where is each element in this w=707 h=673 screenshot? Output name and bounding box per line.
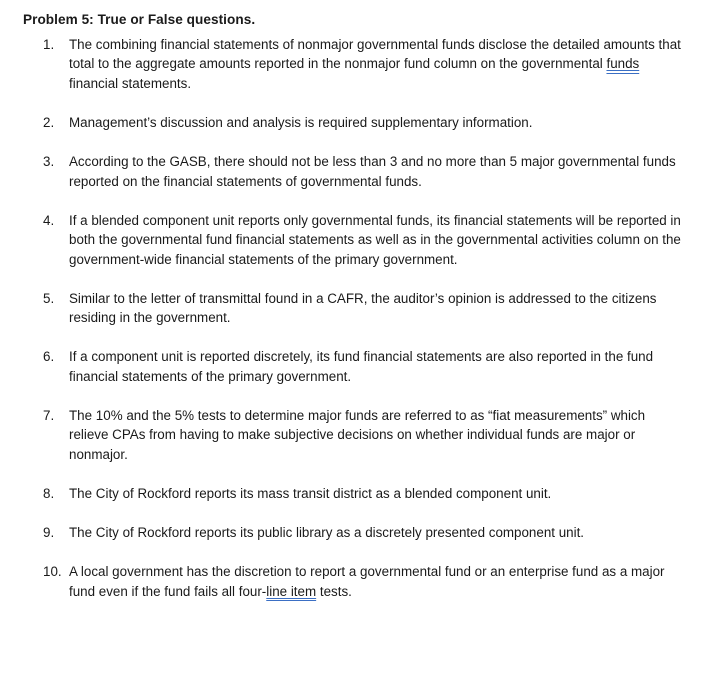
problem-title: Problem 5: True or False questions. <box>23 12 256 27</box>
question-list <box>23 35 687 601</box>
question-number: 7. <box>43 408 55 424</box>
question-item-3 <box>23 152 687 191</box>
question-item-1 <box>23 35 687 93</box>
question-text: According to the GASB, there should not be less than 3 and no more than 5 major governmental funds reported on the financial statements of governmental funds. <box>69 154 676 189</box>
grammar-flagged-word[interactable]: funds <box>606 56 640 72</box>
question-item-6 <box>23 347 687 386</box>
question-text: The 10% and the 5% tests to determine major funds are referred to as “fiat measurements” which relieve CPAs from having to make subjective decisions on whether individual funds are major or nonmajor. <box>69 408 646 462</box>
question-item-9 <box>23 523 687 542</box>
question-item-7 <box>23 406 687 464</box>
question-item-4 <box>23 211 687 269</box>
grammar-flagged-word[interactable]: line item <box>266 583 317 599</box>
question-text: The City of Rockford reports its mass transit district as a blended component unit. <box>69 486 552 502</box>
question-number: 9. <box>43 525 55 541</box>
question-number: 3. <box>43 154 55 170</box>
question-number: 8. <box>43 486 55 502</box>
question-text: If a component unit is reported discretely, its fund financial statements are also reported in the fund financial statements of the primary government. <box>69 349 654 384</box>
question-text: The combining financial statements of nonmajor governmental funds disclose the detailed amounts that total to the aggregate amounts reported in the nonmajor fund column on the governmental funds financial statements. <box>69 37 681 91</box>
question-number: 5. <box>43 290 55 306</box>
question-item-2 <box>23 113 687 132</box>
question-number: 1. <box>43 37 55 52</box>
question-number: 6. <box>43 349 55 365</box>
question-number: 4. <box>43 212 55 228</box>
question-number: 2. <box>43 115 55 131</box>
question-item-10 <box>23 562 687 601</box>
question-text: A local government has the discretion to report a governmental fund or an enterprise fund as a major fund even if the fund fails all four-line item tests. <box>69 564 665 599</box>
question-text: Management’s discussion and analysis is required supplementary information. <box>69 115 533 131</box>
question-number: 10. <box>43 564 62 580</box>
question-text: If a blended component unit reports only governmental funds, its financial statements will be reported in both the governmental fund financial statements as well as in the governmental activities column on the government-wide financial statements of the primary government. <box>69 212 681 267</box>
question-text: Similar to the letter of transmittal found in a CAFR, the auditor’s opinion is addressed to the citizens residing in the government. <box>69 290 657 326</box>
question-text: The City of Rockford reports its public library as a discretely presented component unit. <box>69 525 585 541</box>
question-item-8 <box>23 484 687 503</box>
question-item-5 <box>23 289 687 328</box>
